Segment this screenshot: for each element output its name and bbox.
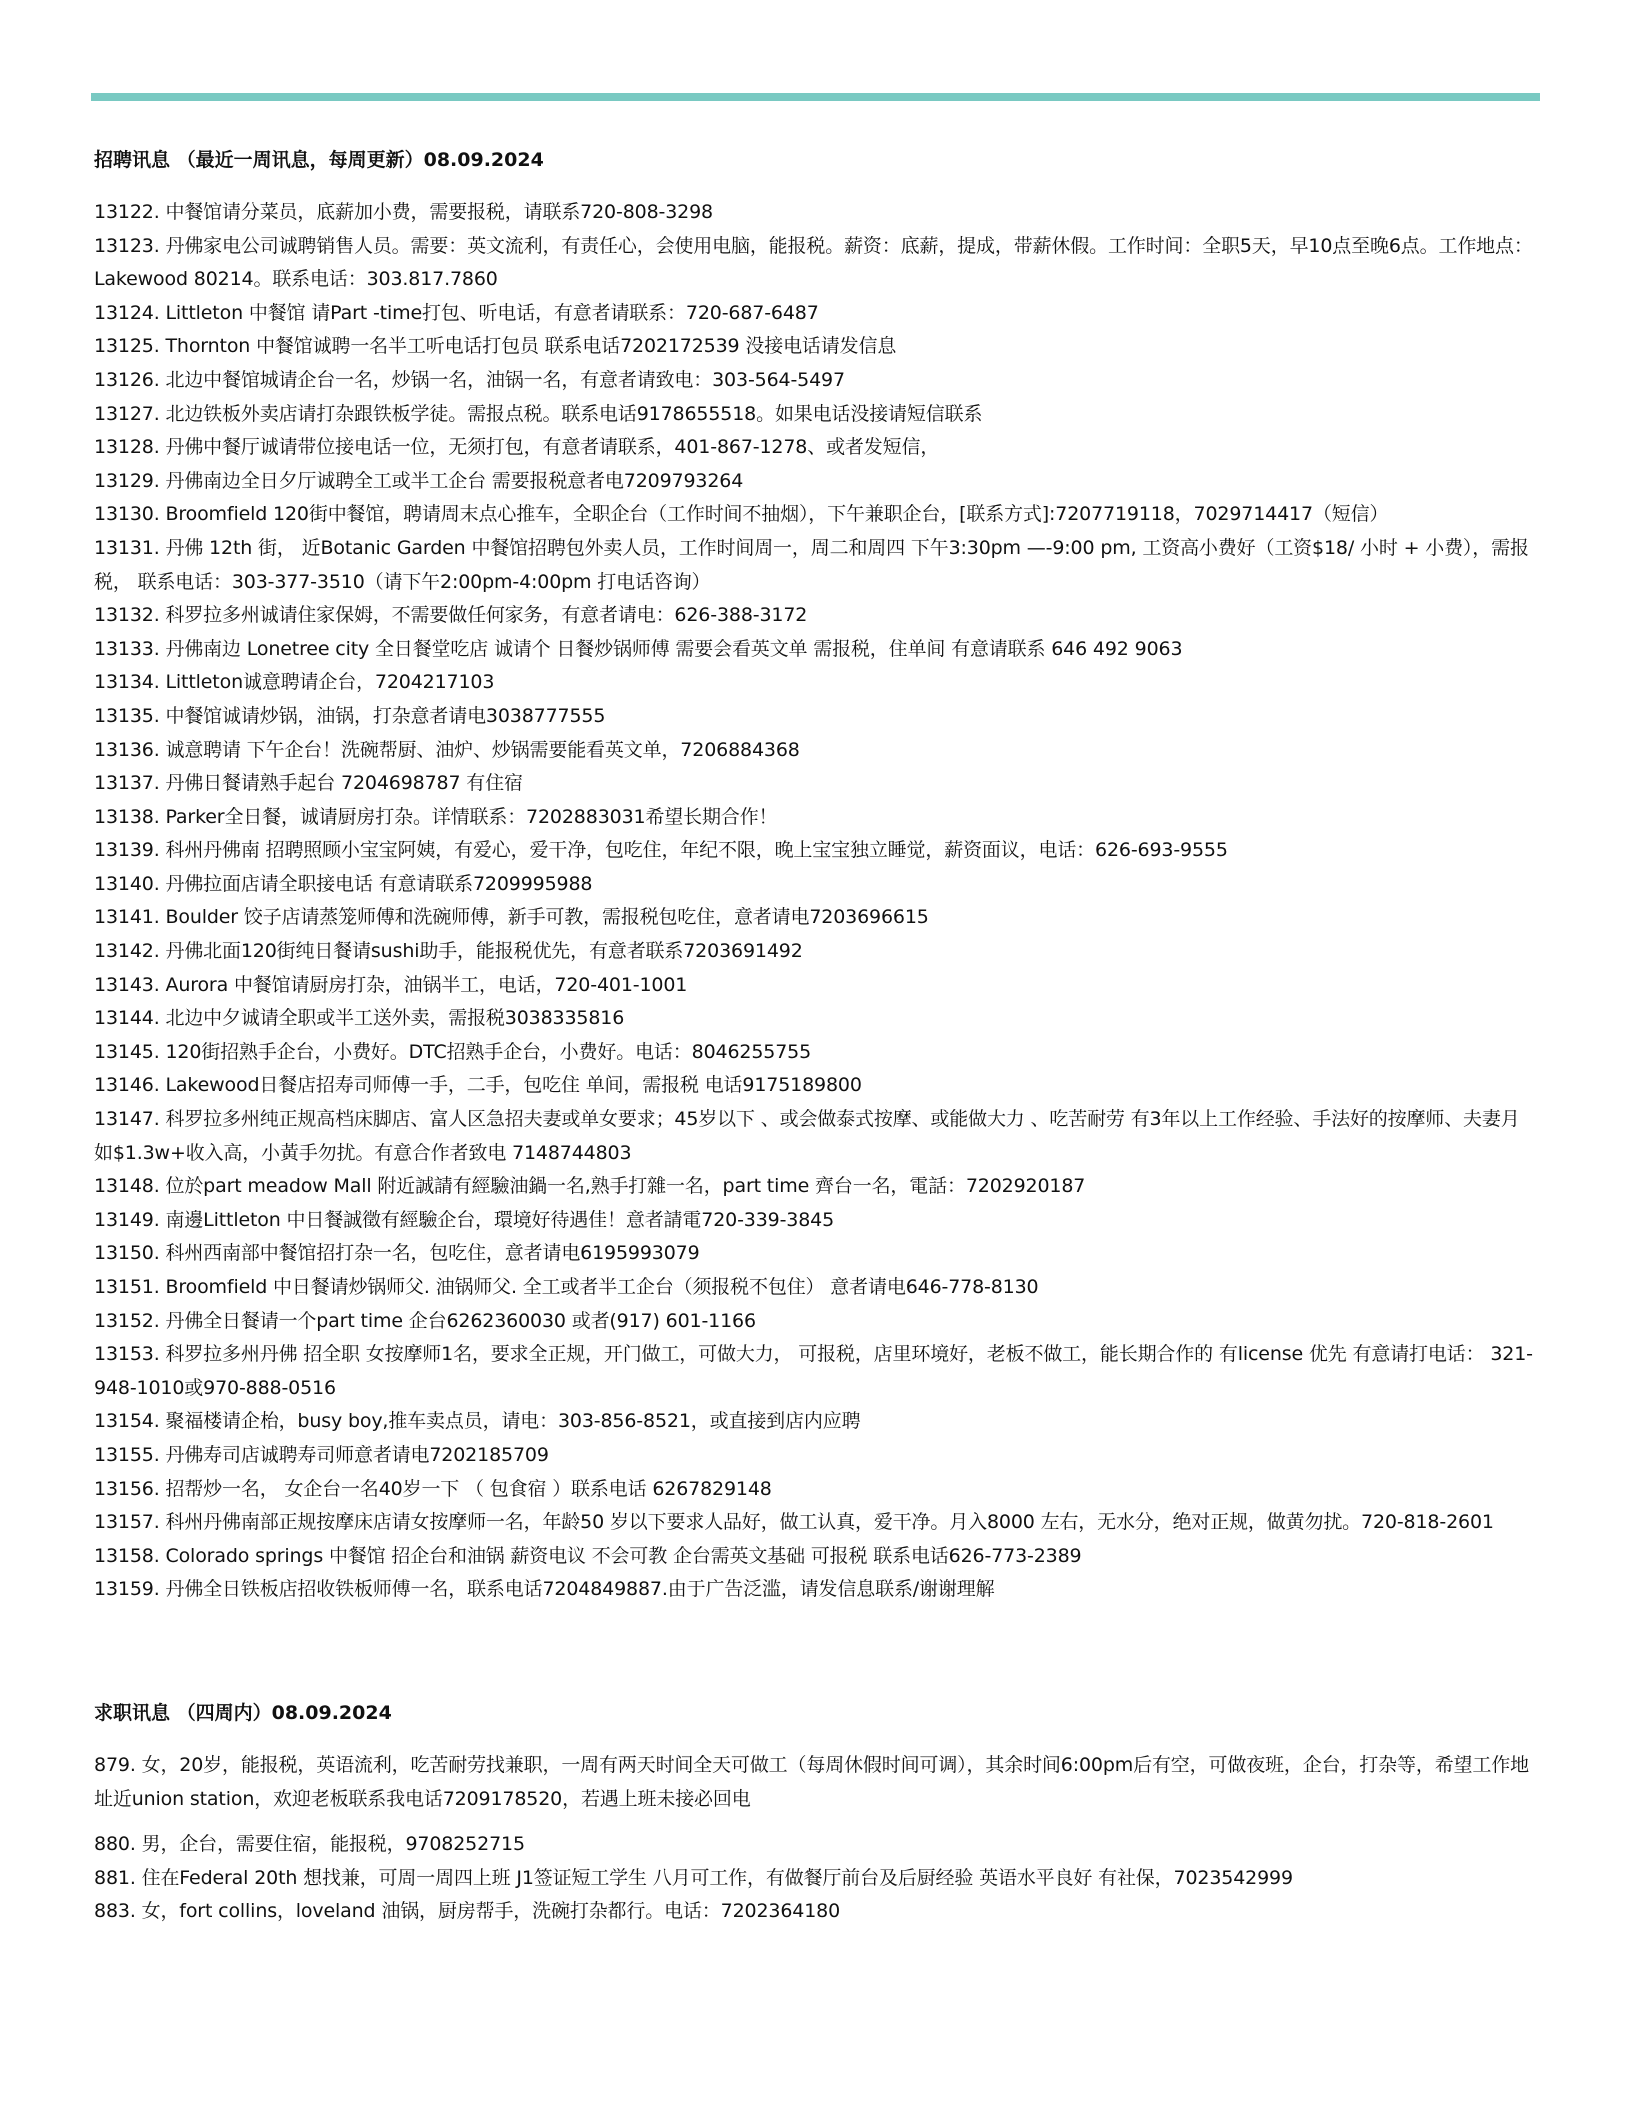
list-item: 13129. 丹佛南边全日夕厅诚聘全工或半工企台 需要报税意者电7209793264 bbox=[94, 469, 744, 492]
top-divider bbox=[91, 93, 1540, 101]
list-item: 13131. 丹佛 12th 街， 近Botanic Garden 中餐馆招聘包外卖人员，工作时间周一，周二和周四 下午3:30pm —-9:00 pm, 工资高小费好（工资$18/ 小时 + 小费），需报税， 联系电话：303-377-3510（请下午2:00pm-4:00pm 打电话咨询） bbox=[94, 536, 1529, 593]
seeking-list bbox=[94, 1749, 1534, 1929]
list-item: 13144. 北边中夕诚请全职或半工送外卖，需报税3038335816 bbox=[94, 1007, 625, 1030]
list-item: 13141. Boulder 饺子店请蒸笼师傅和洗碗师傅，新手可教，需报税包吃住，意者请电7203696615 bbox=[94, 906, 929, 929]
list-item: 13143. Aurora 中餐馆请厨房打杂，油锅半工，电话，720-401-1001 bbox=[94, 973, 688, 996]
list-item: 13142. 丹佛北面120街纯日餐请sushi助手，能报税优先，有意者联系7203691492 bbox=[94, 940, 803, 963]
list-item: 13154. 聚福楼请企枱，busy boy,推车卖点员，请电：303-856-8521，或直接到店内应聘 bbox=[94, 1410, 861, 1433]
list-item: 13158. Colorado springs 中餐馆 招企台和油锅 薪资电议 不会可教 企台需英文基础 可报税 联系电话626-773-2389 bbox=[94, 1544, 1082, 1567]
list-item: 13150. 科州西南部中餐馆招打杂一名，包吃住，意者请电6195993079 bbox=[94, 1242, 700, 1265]
list-item: 13159. 丹佛全日铁板店招收铁板师傅一名，联系电话7204849887.由于广告泛滥，请发信息联系/谢谢理解 bbox=[94, 1578, 995, 1601]
list-item: 13123. 丹佛家电公司诚聘销售人员。需要：英文流利，有责任心，会使用电脑，能报税。薪资：底薪，提成，带薪休假。工作时间：全职5天，早10点至晚6点。工作地点：Lakewood 80214。联系电话：303.817.7860 bbox=[94, 234, 1533, 291]
list-item: 13145. 120街招熟手企台，小费好。DTC招熟手企台，小费好。电话：8046255755 bbox=[94, 1040, 812, 1063]
list-item: 13124. Littleton 中餐馆 请Part -time打包、听电话，有意者请联系：720-687-6487 bbox=[94, 301, 819, 324]
list-item: 880. 男，企台，需要住宿，能报税，9708252715 bbox=[94, 1833, 525, 1856]
list-item: 13155. 丹佛寿司店诚聘寿司师意者请电7202185709 bbox=[94, 1443, 549, 1466]
list-item: 13140. 丹佛拉面店请全职接电话 有意请联系7209995988 bbox=[94, 872, 593, 895]
list-item: 13135. 中餐馆诚请炒锅，油锅，打杂意者请电3038777555 bbox=[94, 704, 606, 727]
list-item: 13149. 南邊Littleton 中日餐誠徵有經驗企台，環境好待遇佳！意者請電720-339-3845 bbox=[94, 1208, 835, 1231]
list-item: 13146. Lakewood日餐店招寿司师傅一手，二手，包吃住 单间，需报税 电话9175189800 bbox=[94, 1074, 862, 1097]
section-spacer bbox=[94, 1607, 1534, 1695]
list-item: 13147. 科罗拉多州纯正规高档床脚店、富人区急招夫妻或单女要求；45岁以下 、或会做泰式按摩、或能做大力 、吃苦耐劳 有3年以上工作经验、手法好的按摩师、夫妻月如$1.3w+收入高，小黃手勿扰。有意合作者致电 7148744803 bbox=[94, 1108, 1520, 1164]
list-item: 13152. 丹佛全日餐请一个part time 企台6262360030 或者(917) 601-1166 bbox=[94, 1309, 756, 1332]
list-item: 13136. 诚意聘请 下午企台！洗碗帮厨、油炉、炒锅需要能看英文单，7206884368 bbox=[94, 738, 800, 761]
list-item: 13138. Parker全日餐，诚请厨房打杂。详情联系：7202883031希望长期合作！ bbox=[94, 805, 778, 828]
list-item: 13148. 位於part meadow Mall 附近誠請有經驗油鍋一名,熟手打雜一名，part time 齊台一名，電話：7202920187 bbox=[94, 1175, 1086, 1198]
list-item: 13157. 科州丹佛南部正规按摩床店请女按摩师一名，年龄50 岁以下要求人品好，做工认真，爱干净。月入8000 左右，无水分，绝对正规，做黄勿扰。720-818-2601 bbox=[94, 1511, 1494, 1534]
hiring-list bbox=[94, 196, 1534, 1607]
list-item: 13122. 中餐馆请分菜员，底薪加小费，需要报税，请联系720-808-3298 bbox=[94, 201, 713, 223]
list-item: 13125. Thornton 中餐馆诚聘一名半工听电话打包员 联系电话7202172539 没接电话请发信息 bbox=[94, 335, 897, 358]
list-item: 13128. 丹佛中餐厅诚请带位接电话一位，无须打包，有意者请联系，401-867-1278、或者发短信， bbox=[94, 436, 940, 459]
list-item: 879. 女，20岁，能报税，英语流利，吃苦耐劳找兼职，一周有两天时间全天可做工（每周休假时间可调），其余时间6:00pm后有空，可做夜班，企台，打杂等，希望工作地址近union station，欢迎老板联系我电话7209178520，若遇上班未接必回电 bbox=[94, 1753, 1529, 1810]
list-item: 13153. 科罗拉多州丹佛 招全职 女按摩师1名，要求全正规，开门做工，可做大力， 可报税，店里环境好，老板不做工，能长期合作的 有license 优先 有意请打电话： 321-948-1010或970-888-0516 bbox=[94, 1343, 1533, 1399]
list-item: 13126. 北边中餐馆城请企台一名，炒锅一名，油锅一名，有意者请致电：303-564-5497 bbox=[94, 368, 845, 391]
list-item: 13127. 北边铁板外卖店请打杂跟铁板学徒。需报点税。联系电话9178655518。如果电话没接请短信联系 bbox=[94, 402, 983, 425]
list-item: 13137. 丹佛日餐请熟手起台 7204698787 有住宿 bbox=[94, 772, 523, 795]
list-item: 13139. 科州丹佛南 招聘照顾小宝宝阿姨，有爱心，爱干净，包吃住，年纪不限，晚上宝宝独立睡觉，薪资面议，电话：626-693-9555 bbox=[94, 839, 1228, 862]
list-item: 13134. Littleton诚意聘请企台，7204217103 bbox=[94, 671, 495, 694]
page-content bbox=[94, 142, 1534, 1929]
list-item: 13133. 丹佛南边 Lonetree city 全日餐堂吃店 诚请个 日餐炒锅师傅 需要会看英文单 需报税，住单间 有意请联系 646 492 9063 bbox=[94, 637, 1183, 660]
list-item: 881. 住在Federal 20th 想找兼，可周一周四上班 J1签证短工学生 八月可工作，有做餐厅前台及后厨经验 英语水平良好 有社保，7023542999 bbox=[94, 1866, 1293, 1889]
list-item: 883. 女，fort collins，loveland 油锅，厨房帮手，洗碗打杂都行。电话：7202364180 bbox=[94, 1900, 841, 1923]
list-item: 13130. Broomfield 120街中餐馆，聘请周末点心推车，全职企台（工作时间不抽烟），下午兼职企台，[联系方式]:7207719118，7029714417（短信） bbox=[94, 503, 1389, 526]
hiring-section-title: 招聘讯息 （最近一周讯息，每周更新）08.09.2024 bbox=[94, 149, 544, 171]
list-item: 13132. 科罗拉多州诚请住家保姆，不需要做任何家务，有意者请电：626-388-3172 bbox=[94, 604, 808, 627]
seeking-section-title: 求职讯息 （四周内）08.09.2024 bbox=[94, 1701, 392, 1724]
list-item: 13156. 招帮炒一名， 女企台一名40岁一下 （ 包食宿 ）联系电话 6267829148 bbox=[94, 1477, 772, 1500]
list-item: 13151. Broomfield 中日餐请炒锅师父. 油锅师父. 全工或者半工企台（须报税不包住） 意者请电646-778-8130 bbox=[94, 1276, 1039, 1298]
